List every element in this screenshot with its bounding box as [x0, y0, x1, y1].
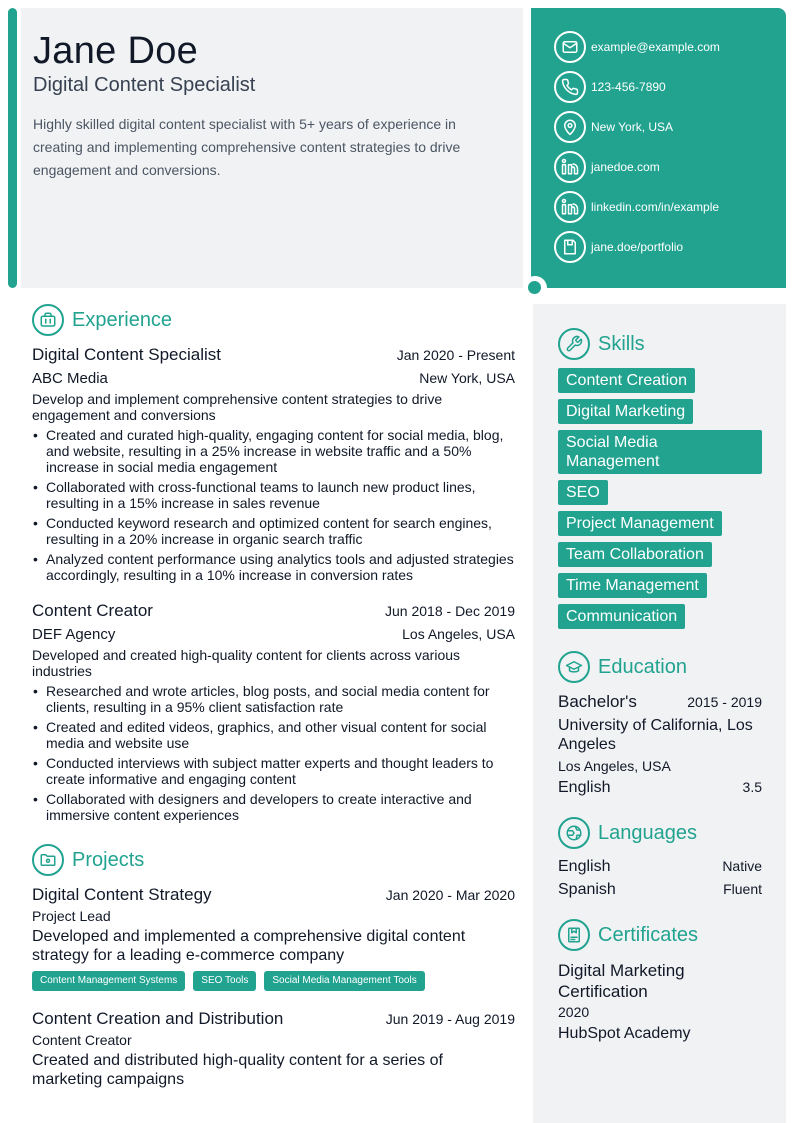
contact-email-text: example@example.com — [591, 40, 720, 54]
projects-heading — [32, 844, 144, 876]
contact-location-text: New York, USA — [591, 120, 674, 134]
skill-tag: Communication — [558, 604, 685, 629]
contact-portfolio-text: jane.doe/portfolio — [591, 240, 684, 254]
certificates-title: Certificates — [598, 923, 699, 946]
certificates-heading — [558, 919, 698, 951]
job-description: Develop and implement comprehensive content strategies to drive engagement and conversions — [32, 391, 443, 423]
briefcase-icon — [32, 304, 64, 336]
project-entry — [32, 1009, 515, 1089]
project-entry — [32, 885, 515, 991]
skills-heading — [558, 328, 645, 360]
project-date: Jan 2020 - Mar 2020 — [385, 887, 515, 903]
certificate-icon — [558, 919, 590, 951]
profile-summary: Highly skilled digital content specialist with 5+ years of experience in creating and implementing comprehensive content strategies to drive engagement and conversions. — [33, 116, 461, 178]
job-company: DEF Agency — [32, 626, 116, 643]
job-bullet: • Created and edited videos, graphics, and other visual content for social media and website use — [32, 719, 515, 751]
job-role: Digital Content Specialist — [33, 74, 256, 96]
project-title: Content Creation and Distribution — [32, 1009, 284, 1028]
certificate-year: 2020 — [558, 1004, 590, 1020]
job-bullet: • Researched and wrote articles, blog posts, and social media content for clients, resulting in a 95% client satisfaction rate — [32, 683, 515, 715]
globe-icon — [558, 817, 590, 849]
skill-tag: SEO — [558, 480, 608, 505]
wrench-icon — [558, 328, 590, 360]
job-description: Developed and created high-quality content for clients across various industries — [32, 647, 461, 679]
education-heading — [558, 651, 687, 683]
contact-location — [554, 111, 673, 143]
location-icon — [554, 111, 586, 143]
contact-email[interactable] — [554, 31, 720, 63]
contact-website-text: janedoe.com — [591, 160, 660, 174]
skill-tag: Team Collaboration — [558, 542, 712, 567]
contact-portfolio[interactable] — [554, 231, 683, 263]
education-years: 2015 - 2019 — [687, 694, 762, 710]
project-tags — [32, 971, 515, 991]
job-company: ABC Media — [32, 370, 108, 387]
languages-title: Languages — [598, 821, 697, 844]
project-date: Jun 2019 - Aug 2019 — [385, 1011, 515, 1027]
education-degree-row — [558, 692, 762, 712]
phone-icon — [554, 71, 586, 103]
full-name: Jane Doe — [33, 30, 199, 72]
job-location: Los Angeles, USA — [402, 626, 515, 642]
skill-tag: Content Creation — [558, 368, 695, 393]
project-tag: Social Media Management Tools — [264, 971, 424, 991]
contact-website[interactable] — [554, 151, 660, 183]
project-description: Developed and implemented a comprehensive digital content strategy for a leading e-commerce company — [32, 928, 466, 964]
certificate-issuer: HubSpot Academy — [558, 1025, 691, 1042]
contact-phone[interactable] — [554, 71, 666, 103]
timeline-dot — [528, 281, 541, 294]
job-bullet: • Analyzed content performance using analytics tools and adjusted strategies accordingly, resulting in a 10% increase in conversion rates — [32, 551, 515, 583]
portfolio-icon — [554, 231, 586, 263]
certificate-name: Digital Marketing Certification — [558, 961, 685, 1001]
education-school: University of California, Los Angeles — [558, 717, 753, 753]
experience-heading — [32, 304, 172, 336]
experience-title: Experience — [72, 308, 173, 331]
folder-icon — [32, 844, 64, 876]
job-entry — [32, 345, 515, 583]
education-field-row — [558, 779, 762, 797]
job-bullet: • Conducted keyword research and optimized content for search engines, resulting in a 20% increase in organic search traffic — [32, 515, 515, 547]
job-location: New York, USA — [419, 370, 515, 386]
job-bullet: • Collaborated with designers and developers to create interactive and immersive content experiences — [32, 791, 515, 823]
project-title: Digital Content Strategy — [32, 885, 212, 904]
job-bullets — [32, 683, 515, 823]
language-level: Native — [722, 858, 762, 874]
job-bullets — [32, 427, 515, 583]
contact-phone-text: 123-456-7890 — [591, 80, 666, 94]
job-entry — [32, 601, 515, 823]
job-title: Digital Content Specialist — [32, 345, 221, 364]
job-bullet: • Conducted interviews with subject matter experts and thought leaders to create informative and engaging content — [32, 755, 515, 787]
accent-bar — [8, 8, 17, 288]
education-title: Education — [598, 655, 687, 678]
project-tag: SEO Tools — [193, 971, 256, 991]
job-title: Content Creator — [32, 601, 153, 620]
language-name: English — [558, 858, 611, 875]
education-location: Los Angeles, USA — [558, 758, 671, 774]
skill-tag: Time Management — [558, 573, 707, 598]
project-description: Created and distributed high-quality content for a series of marketing campaigns — [32, 1052, 443, 1088]
skill-tag: Social Media Management — [558, 430, 762, 474]
job-date: Jan 2020 - Present — [396, 347, 515, 363]
language-name: Spanish — [558, 881, 616, 898]
job-bullet: • Collaborated with cross-functional teams to launch new product lines, resulting in a 15% increase in sales revenue — [32, 479, 515, 511]
contact-linkedin[interactable] — [554, 191, 719, 223]
project-tag: Content Management Systems — [32, 971, 185, 991]
job-bullet: • Created and curated high-quality, engaging content for social media, blog, and website, resulting in a 25% increase in website traffic and a 50% increase in social media engagement — [32, 427, 515, 475]
graduation-cap-icon — [558, 651, 590, 683]
skills-title: Skills — [598, 332, 645, 355]
linkedin-icon — [554, 191, 586, 223]
language-row — [558, 858, 762, 876]
language-level: Fluent — [723, 881, 762, 897]
language-row — [558, 881, 762, 899]
linkedin-icon — [554, 151, 586, 183]
education-gpa: 3.5 — [742, 779, 762, 795]
skill-tag: Project Management — [558, 511, 722, 536]
education-field: English — [558, 779, 611, 796]
job-date: Jun 2018 - Dec 2019 — [385, 603, 515, 619]
projects-title: Projects — [72, 848, 145, 871]
project-role: Project Lead — [32, 908, 111, 924]
mail-icon — [554, 31, 586, 63]
project-role: Content Creator — [32, 1032, 132, 1048]
education-degree: Bachelor's — [558, 692, 637, 711]
languages-heading — [558, 817, 697, 849]
skill-tag: Digital Marketing — [558, 399, 693, 424]
contact-linkedin-text: linkedin.com/in/example — [591, 200, 720, 214]
